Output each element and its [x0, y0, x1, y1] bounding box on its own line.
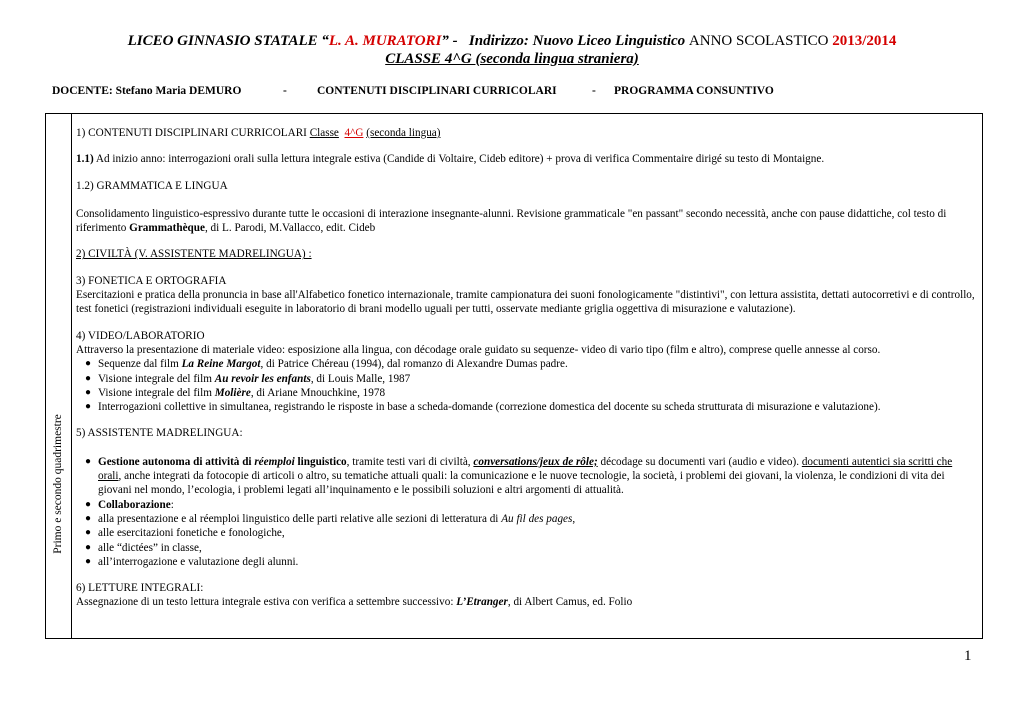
classe-value: 4^G — [344, 127, 364, 139]
bullet-icon: ● — [85, 555, 92, 567]
section-text: Attraverso la presentazione di materiale video: esposizione alla lingua, con décodage orale guidato su sequenze- video di vario tipo (film e altro), comprese quelle annesse al corso. — [76, 343, 881, 356]
separator: - — [283, 85, 287, 97]
section-1 — [76, 126, 976, 140]
film-title: Au revoir les enfants — [214, 372, 311, 385]
list-item: ● alla presentazione e al réemploi linguistico delle parti relative alle sezioni di letteratura di Au fil des pages, — [85, 512, 576, 525]
bullet-icon: ● — [85, 455, 92, 467]
separator: - — [592, 85, 596, 97]
section-title: 2) CIVILTÀ (V. ASSISTENTE MADRELINGUA) : — [76, 248, 312, 261]
bullet-icon: ● — [85, 498, 92, 510]
assistant-list — [76, 455, 976, 569]
film-title: La Reine Margot — [181, 358, 261, 371]
school-label: LICEO GINNASIO STATALE “ — [127, 33, 329, 49]
bullet-icon: ● — [85, 541, 92, 553]
book-title: L’Etranger — [456, 596, 508, 609]
classe-label: Classe — [309, 127, 339, 139]
bullet-icon: ● — [85, 372, 92, 384]
section-title: 4) VIDEO/LABORATORIO — [76, 329, 205, 342]
bullet-icon: ● — [85, 358, 92, 370]
content-table — [45, 113, 983, 639]
list-item: ● Interrogazioni collettive in simultanea, registrando le risposte in base a scheda-domande (correzione domestica del docente su scheda strutturata di misurazione e valutazione). — [85, 401, 881, 414]
section-number: 1.1) — [76, 153, 94, 166]
page-number: 1 — [964, 648, 972, 664]
video-list — [76, 357, 976, 414]
bullet-icon: ● — [85, 512, 92, 524]
section-text: Consolidamento linguistico-espressivo durante tutte le occasioni di interazione insegnante-alunni. Revisione grammaticale "en passant" secondo necessità, anche con pause didattiche, col testo di riferimento — [76, 207, 947, 235]
list-item: ● Visione integrale del film Au revoir les enfants, di Louis Malle, 1987 — [85, 372, 411, 385]
section-title: 1.2) GRAMMATICA E LINGUA — [76, 179, 228, 192]
section-1-1 — [76, 152, 976, 166]
section-6-text: Assegnazione di un testo lettura integrale estiva con verifica a settembre successivo: L’Etranger, di Albert Camus, ed. Folio — [76, 596, 633, 609]
bullet-icon: ● — [85, 386, 92, 398]
anno-value: 2013/2014 — [832, 33, 897, 49]
docente-label: DOCENTE: Stefano Maria DEMURO — [52, 85, 242, 97]
side-label: Primo e secondo quadrimestre — [52, 414, 64, 554]
school-close: ” - — [441, 33, 458, 49]
classe-title: CLASSE 4^G (seconda lingua straniera) — [385, 51, 639, 67]
section-title: 3) FONETICA E ORTOGRAFIA — [76, 274, 227, 287]
classe-note: (seconda lingua) — [366, 127, 441, 139]
section-text: , di L. Parodi, M.Vallacco, edit. Cideb — [204, 222, 376, 235]
book-title: Grammathèque — [129, 222, 205, 235]
list-item: ● Sequenze dal film La Reine Margot, di Patrice Chéreau (1994), dal romanzo di Alexandre Dumas padre. — [85, 358, 568, 371]
bullet-icon: ● — [85, 527, 92, 539]
bullet-icon: ● — [85, 401, 92, 413]
section-title: 5) ASSISTENTE MADRELINGUA: — [76, 427, 243, 440]
side-column — [46, 114, 72, 638]
list-item: ● Collaborazione: — [85, 498, 174, 511]
section-title: 6) LETTURE INTEGRALI: — [76, 582, 204, 595]
anno-label: ANNO SCOLASTICO — [688, 33, 829, 49]
section-text: Esercitazioni e pratica della pronuncia in base all'Alfabetico fonetico internazionale, tramite campionatura dei suoni fonologicamente "distintivi", con lettura assistita, dettati autocorretivi e di controllo, test fonetici (registrazioni individuali eseguite in laboratorio di brani modello uguali per tutti, osservate mediante griglia oggettiva di misurazione e valutazione). — [76, 289, 975, 316]
list-item: ● Visione integrale del film Molière, di Ariane Mnouchkine, 1978 — [85, 386, 386, 399]
section-1-2-text — [76, 207, 976, 236]
list-item: ● alle esercitazioni fonetiche e fonologiche, — [85, 527, 285, 540]
film-title: Molière — [214, 386, 251, 399]
school-name: L. A. MURATORI — [328, 33, 442, 49]
list-item: ● Gestione autonoma di attività di réemploi linguistico, tramite testi vari di civiltà, conversations/jeux de rôle; décodage su documenti vari (audio e video). documenti autentici sia scritti che orali, anche integrati da fotocopie di articoli o altro, su tematiche attuali quali: la comunicazione e le nuove tecnologie, la società, i problemi dei giovani, la violenza, le condizioni di vita dei giovani nel mondo, l’ecologia, i problemi legati all’inquinamento e le possibili soluzioni e altri argomenti di attualità. — [85, 455, 953, 497]
indirizzo: Indirizzo: Nuovo Liceo Linguistico — [468, 33, 686, 49]
list-item: ● all’interrogazione e valutazione degli alunni. — [85, 555, 299, 568]
contenuti-label: CONTENUTI DISCIPLINARI CURRICOLARI — [317, 85, 557, 97]
section-title: 1) CONTENUTI DISCIPLINARI CURRICOLARI — [76, 127, 307, 139]
programma-label: PROGRAMMA CONSUNTIVO — [614, 85, 774, 97]
list-item: ● alle “dictées” in classe, — [85, 541, 202, 554]
document-title — [0, 33, 1024, 50]
section-text: Ad inizio anno: interrogazioni orali sulla lettura integrale estiva (Candide di Voltaire, Cideb editore) + prova di verifica Commentaire dirigé su testo di Montaigne. — [95, 153, 825, 166]
content-cell — [76, 126, 976, 610]
